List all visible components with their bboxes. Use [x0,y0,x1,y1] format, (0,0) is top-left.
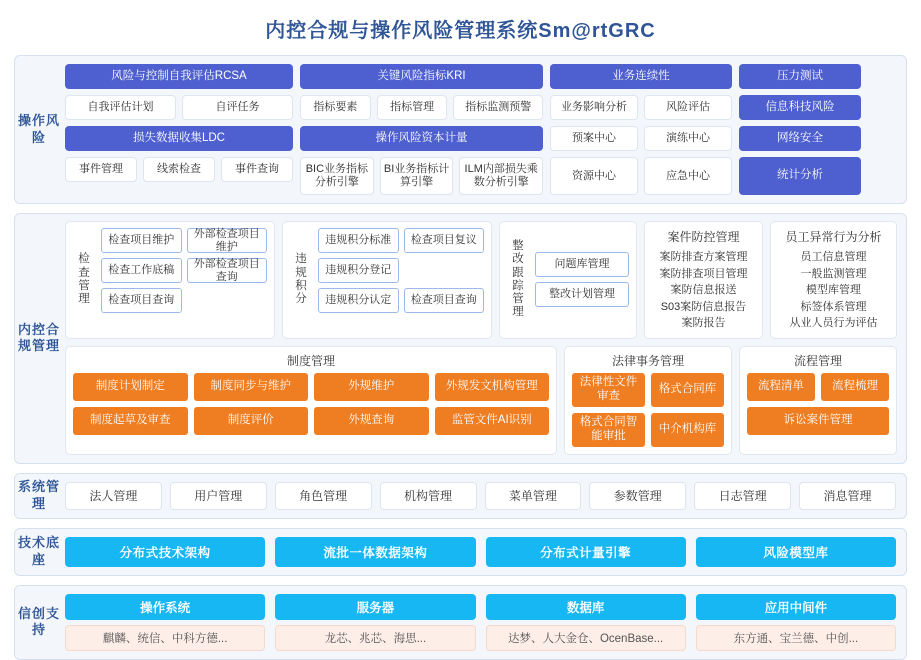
panel-title-institution-management: 制度管理 [286,353,335,368]
band-operation-risk [14,55,907,204]
panel-abnormal-behavior [770,221,897,339]
sys-item-message[interactable]: 消息管理 [799,482,896,510]
tech-item-distributed-measure-engine[interactable]: 分布式计量引擎 [486,537,686,567]
case-prevention-item[interactable]: S03案防信息报告 [660,300,747,313]
band-system-management [14,473,907,519]
panel-label-violation-points: 违规积分 [295,253,307,305]
band-label-text: 系统管理 [17,479,60,511]
operation-risk-grid [65,64,896,195]
block-emergency-center[interactable]: 应急中心 [644,157,732,195]
band-label-text: 内控合规管理 [17,322,60,354]
block-event-mgmt[interactable]: 事件管理 [65,157,137,182]
chip-regulatory-ai-recognition[interactable]: 监管文件AI识别 [435,407,550,435]
block-clue-check[interactable]: 线索检查 [143,157,215,182]
block-business-continuity[interactable]: 业务连续性 [550,64,732,89]
chip-external-rule-maintain[interactable]: 外规维护 [314,373,429,401]
case-prevention-item[interactable]: 案防排查项目管理 [659,267,748,280]
block-self-assessment-plan[interactable]: 自我评估计划 [65,95,176,120]
panel-title-legal-affairs: 法律事务管理 [611,353,684,368]
xc-head-database[interactable]: 数据库 [486,594,686,620]
chip-external-check-maintain[interactable]: 外部检查项目维护 [187,228,268,253]
panel-institution-management [65,346,557,455]
panel-title-case-prevention: 案件防控管理 [667,230,740,244]
chip-legal-doc-review[interactable]: 法律性文件审查 [572,373,645,407]
sys-item-log[interactable]: 日志管理 [694,482,791,510]
block-rcsa[interactable]: 风险与控制自我评估RCSA [65,64,293,89]
panel-title-process-management: 流程管理 [793,353,842,368]
xc-head-os[interactable]: 操作系统 [65,594,265,620]
chip-check-item-search[interactable]: 检查项目查询 [404,288,485,313]
band-label-text: 操作风险 [17,113,60,145]
chip-process-list[interactable]: 流程清单 [747,373,815,401]
block-ldc[interactable]: 损失数据收集LDC [65,126,293,151]
chip-violation-register[interactable]: 违规积分登记 [318,258,399,283]
sys-item-menu[interactable]: 菜单管理 [485,482,582,510]
op-col-kri [300,64,543,195]
chip-process-combing[interactable]: 流程梳理 [821,373,889,401]
chip-external-check-query[interactable]: 外部检查项目查询 [187,258,268,283]
panel-violation-points [282,221,492,339]
block-resource-center[interactable]: 资源中心 [550,157,638,195]
sys-item-legal-entity[interactable]: 法人管理 [65,482,162,510]
block-cyber-security[interactable]: 网络安全 [739,126,861,151]
panel-case-prevention [644,221,763,339]
block-indicator-element[interactable]: 指标要素 [300,95,371,120]
band-label-text: 技术底座 [17,535,60,567]
block-event-query[interactable]: 事件查询 [221,157,293,182]
band-label-operation-risk [15,56,63,203]
panel-label-check-management: 检查管理 [78,253,90,305]
chip-problem-library[interactable]: 问题库管理 [535,252,629,277]
block-kri[interactable]: 关键风险指标KRI [300,64,543,89]
block-bic-engine[interactable]: BIC业务指标分析引擎 [300,157,374,195]
block-stress-test[interactable]: 压力测试 [739,64,861,89]
xc-col-database [486,594,686,651]
xc-body-database: 达梦、人大金仓、OcenBase... [486,625,686,651]
panel-rectify-tracking [499,221,637,339]
chip-violation-confirm[interactable]: 违规积分认定 [318,288,399,313]
block-bia[interactable]: 业务影响分析 [550,95,638,120]
band-label-tech-base [15,529,63,575]
op-col-bcm [550,64,732,195]
panel-process-management [739,346,897,455]
chip-check-item-query[interactable]: 检查项目查询 [101,288,182,313]
block-statistics[interactable]: 统计分析 [739,157,861,195]
spacer [404,258,485,283]
tech-item-stream-batch-data[interactable]: 流批一体数据架构 [275,537,475,567]
chip-institution-plan[interactable]: 制度计划制定 [73,373,188,401]
case-prevention-item[interactable]: 案防信息报送 [670,284,737,296]
xc-body-server: 龙芯、兆芯、海思... [275,625,475,651]
block-self-assessment-task[interactable]: 自评任务 [182,95,293,120]
abnormal-behavior-item[interactable]: 标签体系管理 [800,300,867,313]
xc-col-middleware [696,594,896,651]
chip-contract-smart-approval[interactable]: 格式合同智能审批 [572,413,645,447]
block-indicator-monitor[interactable]: 指标监测预警 [453,95,543,120]
abnormal-behavior-item[interactable]: 员工信息管理 [800,251,867,263]
block-indicator-mgmt[interactable]: 指标管理 [377,95,448,120]
block-plan-center[interactable]: 预案中心 [550,126,638,151]
tech-item-distributed-architecture[interactable]: 分布式技术架构 [65,537,265,567]
chip-litigation-case-mgmt[interactable]: 诉讼案件管理 [747,407,889,435]
chip-standard-contract-lib[interactable]: 格式合同库 [651,373,724,407]
block-bi-engine[interactable]: BI业务指标计算引擎 [380,157,454,195]
op-col-extra [739,64,861,195]
panel-legal-affairs [564,346,732,455]
sys-item-parameter[interactable]: 参数管理 [589,482,686,510]
xc-head-middleware[interactable]: 应用中间件 [696,594,896,620]
band-label-system-management [15,474,63,518]
spacer [187,288,268,313]
block-drill-center[interactable]: 演练中心 [644,126,732,151]
block-it-risk[interactable]: 信息科技风险 [739,95,861,120]
abnormal-behavior-item[interactable]: 一般监测管理 [800,267,867,280]
block-op-risk-capital[interactable]: 操作风险资本计量 [300,126,543,151]
xc-body-os: 麒麟、统信、中科方德... [65,625,265,651]
chip-external-issuer-mgmt[interactable]: 外规发文机构管理 [435,373,550,401]
band-label-text: 信创支持 [17,605,60,637]
chip-check-working-paper[interactable]: 检查工作底稿 [101,258,182,283]
block-ilm-engine[interactable]: ILM内部损失乘数分析引擎 [459,157,543,195]
op-col-rcsa [65,64,293,195]
chip-check-item-review[interactable]: 检查项目复议 [404,228,485,253]
tech-item-risk-model-library[interactable]: 风险模型库 [696,537,896,567]
chip-external-rule-query[interactable]: 外规查询 [314,407,429,435]
abnormal-behavior-item[interactable]: 从业人员行为评估 [789,317,878,329]
sys-item-org[interactable]: 机构管理 [380,482,477,510]
chip-institution-sync[interactable]: 制度同步与维护 [194,373,309,401]
sys-item-user[interactable]: 用户管理 [170,482,267,510]
chip-rectify-plan[interactable]: 整改计划管理 [535,282,629,307]
case-prevention-item[interactable]: 案防排查方案管理 [659,251,748,263]
band-internal-control [14,213,907,464]
page-title: 内控合规与操作风险管理系统Sm@rtGRC [265,20,656,42]
xc-head-server[interactable]: 服务器 [275,594,475,620]
chip-agency-library[interactable]: 中介机构库 [651,413,724,447]
xc-col-server [275,594,475,651]
band-label-internal-control [15,214,63,463]
band-xinchuang-support [14,585,907,660]
band-label-xinchuang [15,586,63,659]
panel-check-management [65,221,275,339]
abnormal-behavior-item[interactable]: 模型库管理 [806,284,861,296]
xc-col-os [65,594,265,651]
panel-title-abnormal-behavior: 员工异常行为分析 [785,230,882,244]
sys-item-role[interactable]: 角色管理 [275,482,372,510]
chip-institution-evaluate[interactable]: 制度评价 [194,407,309,435]
band-tech-base [14,528,907,576]
chip-check-item-maintain[interactable]: 检查项目维护 [101,228,182,253]
chip-violation-standard[interactable]: 违规积分标准 [318,228,399,253]
chip-institution-draft-review[interactable]: 制度起草及审查 [73,407,188,435]
case-prevention-item[interactable]: 案防报告 [681,317,726,329]
xc-body-middleware: 东方通、宝兰德、中创... [696,625,896,651]
block-risk-assessment[interactable]: 风险评估 [644,95,732,120]
panel-label-rectify: 整改跟踪管理 [512,240,524,319]
